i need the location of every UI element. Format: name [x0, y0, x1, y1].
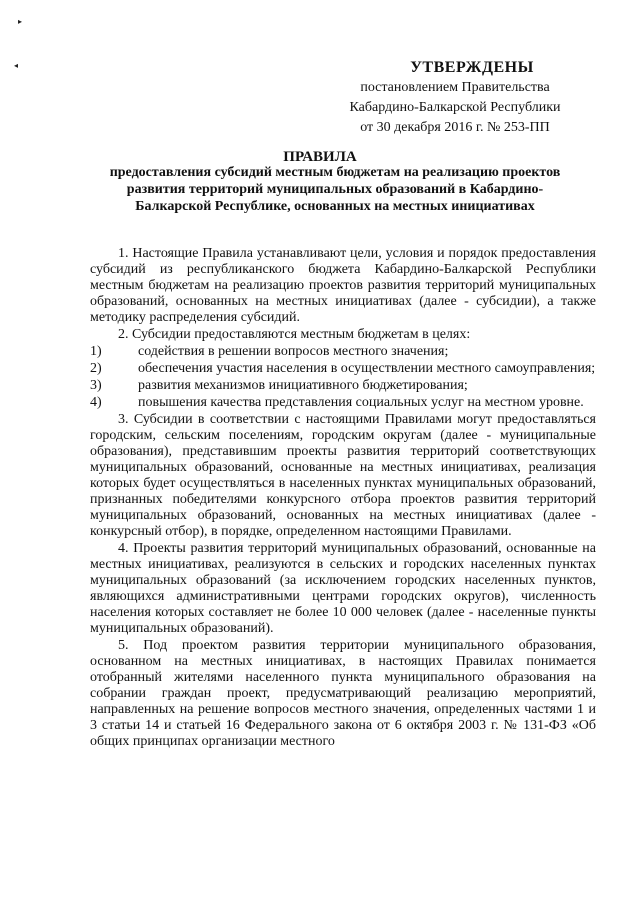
list-item: [90, 361, 596, 377]
list-item-number: 2): [90, 361, 102, 376]
list-item-text: обеспечения участия населения в осуществлении местного самоуправления;: [138, 361, 596, 376]
list-item-number: 4): [90, 395, 102, 410]
paragraph-2: 2. Субсидии предоставляются местным бюджетам в целях:: [118, 327, 471, 342]
paragraph-4: 4. Проекты развития территорий муниципальных образований, основанные на местных инициативах, реализуются в сельских и городских населенных пунктах муниципальных образований (за исключением городских населенных пунктов, являющихся административными центрами городских округов), численность населения которых составляет не более 10 000 человек (далее - населенные пункты муниципальных образований).: [90, 541, 596, 636]
approval-block: [300, 58, 610, 138]
document-title: ПРАВИЛА: [283, 149, 357, 165]
paragraph-3: 3. Субсидии в соответствии с настоящими Правилами могут предоставляться городским, сельским поселениям, городским округам (далее - муниципальные образования), представившим проекты развития территорий соответствующих муниципальных образований, основанные на местных инициативах, реализация которых будет осуществляться в населенных пунктах муниципальных образований, признанных победителями конкурсного отбора проектов развития территорий муниципальных образований, основанных на местных инициативах (далее - конкурсный отбор), в порядке, определенном настоящими Правилами.: [90, 412, 596, 539]
approval-line-3: от 30 декабря 2016 г. № 253-ПП: [360, 120, 550, 135]
approval-line-2: Кабардино-Балкарской Республики: [349, 100, 561, 115]
approval-line-1: постановлением Правительства: [360, 80, 550, 95]
list-item: [90, 378, 596, 394]
document-subtitle: предоставления субсидий местным бюджетам на реализацию проектов развития территорий муниципальных образований в Кабардино-Балкарской Республике, основанных на местных инициативах: [109, 165, 561, 214]
list-item: [90, 395, 596, 411]
document-body: [90, 246, 596, 751]
list-item-number: 1): [90, 344, 102, 359]
list-item-text: повышения качества представления социальных услуг на местном уровне.: [138, 395, 584, 410]
paragraph-1: 1. Настоящие Правила устанавливают цели, условия и порядок предоставления субсидий из республиканского бюджета Кабардино-Балкарской Республики местным бюджетам на реализацию проектов развития территорий муниципальных образований, основанных на местных инициативах (далее - субсидии), а также методику распределения субсидий.: [90, 246, 596, 325]
scan-mark-side: ◂: [14, 61, 19, 70]
list-item-text: развития механизмов инициативного бюджетирования;: [138, 378, 468, 393]
list-item-number: 3): [90, 378, 102, 393]
list-item: [90, 344, 596, 360]
approval-title: УТВЕРЖДЕНЫ: [410, 59, 534, 76]
list-item-text: содействия в решении вопросов местного значения;: [138, 344, 449, 359]
paragraph-5: 5. Под проектом развития территории муниципального образования, основанном на местных инициативах, в настоящих Правилах понимается отобранный жителями населенного пункта муниципального образования на собрании граждан проект, предусматривающий реализацию мероприятий, направленных на решение вопросов местного значения, определенных частями 1 и 3 статьи 14 и статьей 16 Федерального закона от 6 октября 2003 г. № 131-ФЗ «Об общих принципах организации местного: [90, 638, 596, 749]
scan-mark-top: ▸: [18, 17, 23, 26]
